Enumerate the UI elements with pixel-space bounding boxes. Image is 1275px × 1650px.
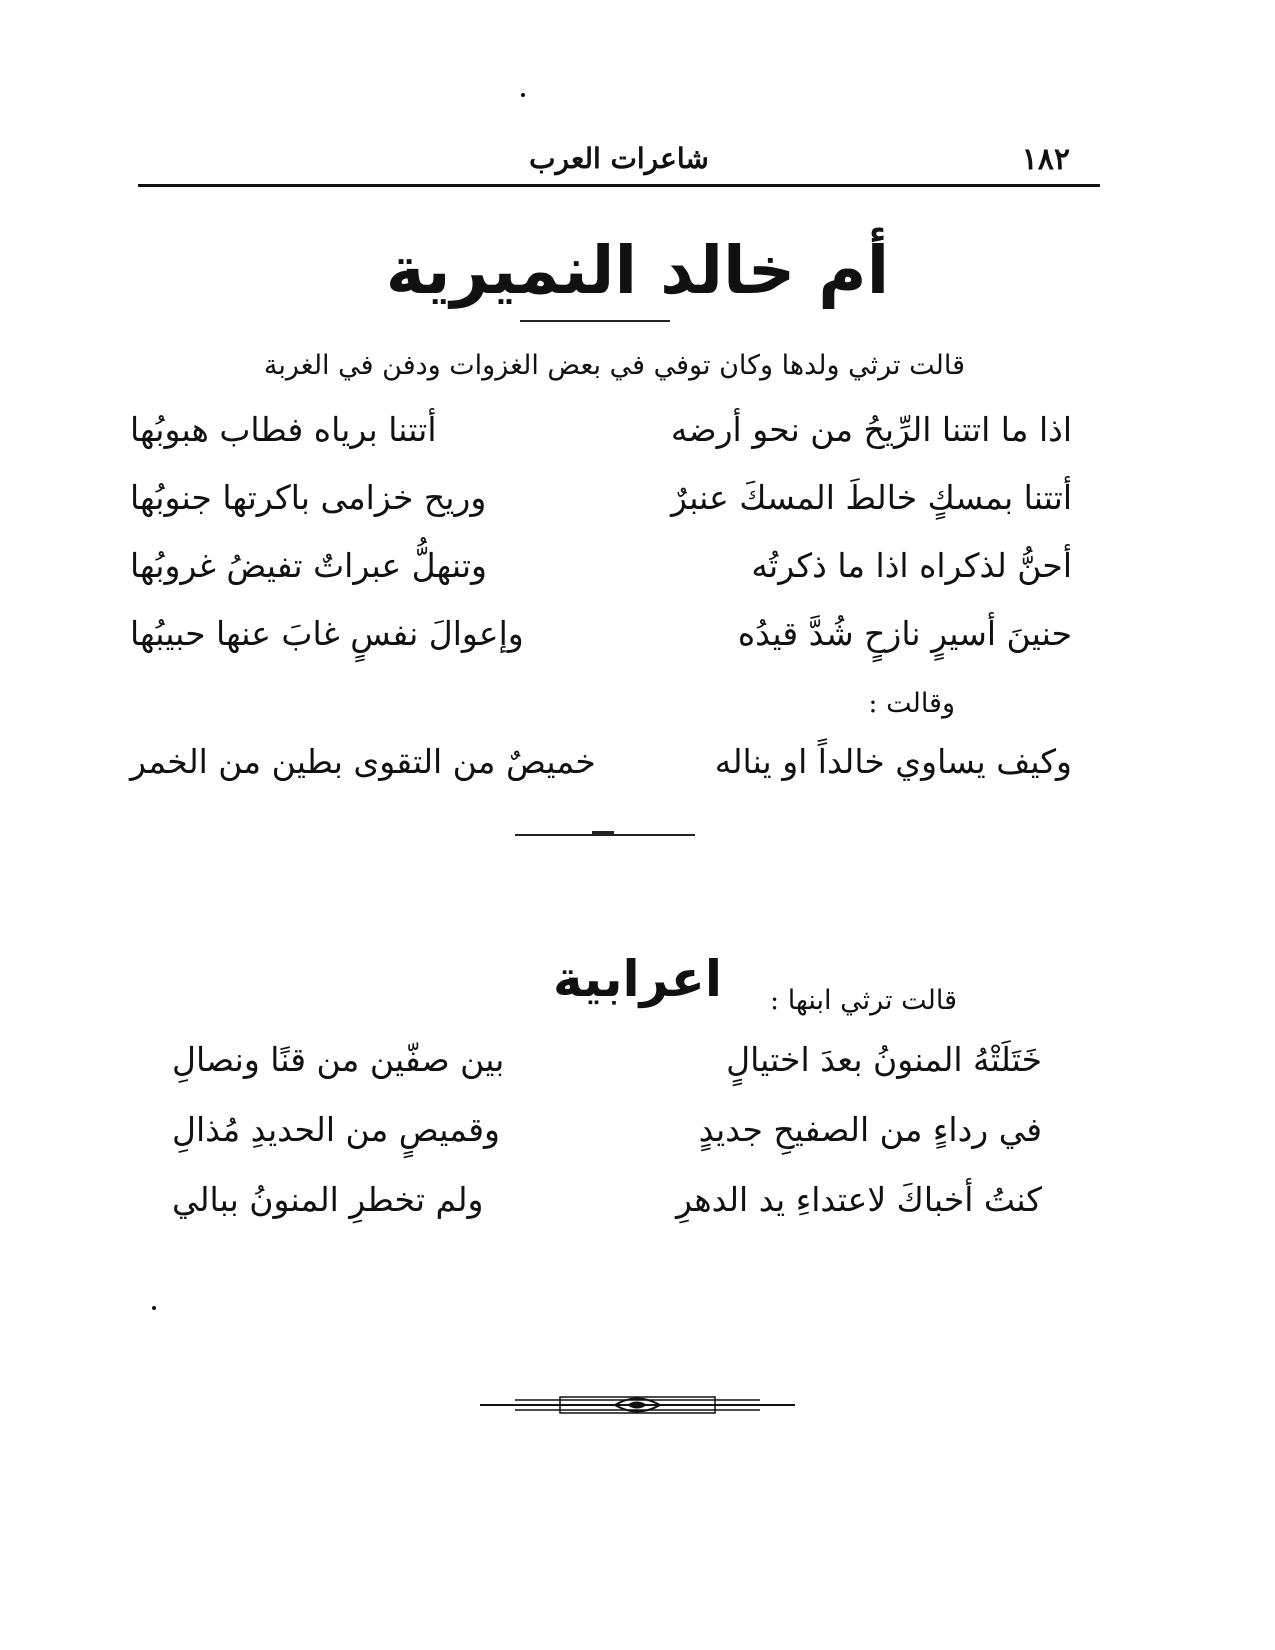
verse-first-hemistich: كنتُ أخباكَ لاعتداءِ يد الدهرِ [676,1180,1042,1219]
page-header [138,138,1100,187]
verse-second-hemistich: وريح خزامى باكرتها جنوبُها [130,478,487,517]
section-separator-mark [592,831,614,836]
title-separator [520,320,670,322]
verse-second-hemistich: وقميصٍ من الحديدِ مُذالِ [172,1110,500,1149]
verse-second-hemistich: بين صفّين من قنًا ونصالِ [172,1040,505,1079]
verse-first-hemistich: في رداءٍ من الصفيحِ جديدٍ [698,1110,1042,1149]
verse-line [130,546,1072,602]
verse-second-hemistich: خميصٌ من التقوى بطين من الخمر [130,742,596,781]
poem-title-1: أم خالد النميرية [385,232,890,309]
scan-speck [521,93,525,97]
ornament-divider [475,1392,800,1418]
verse-line [172,1040,1042,1096]
verse-first-hemistich: وكيف يساوي خالداً او يناله [714,742,1072,781]
verse-first-hemistich: اذا ما اتتنا الرِّيحُ من نحو أرضه [670,410,1072,449]
verse-second-hemistich: وتنهلُّ عبراتٌ تفيضُ غروبُها [130,546,487,585]
verse-line [172,1180,1042,1236]
verse-second-hemistich: أتتنا برياه فطاب هبوبُها [130,410,437,449]
verse-second-hemistich: وإعوالَ نفسٍ غابَ عنها حبيبُها [130,614,524,653]
verse-second-hemistich: ولم تخطرِ المنونُ ببالي [172,1180,484,1219]
poem-intro-1: قالت ترثي ولدها وكان توفي في بعض الغزوات ودفن في الغربة [263,350,965,381]
running-title: شاعرات العرب [529,142,709,175]
page-number: ١٨٢ [1021,142,1070,177]
verse-line [130,614,1072,670]
scan-speck [152,1306,156,1310]
verse-line [172,1110,1042,1166]
poem-intro-1b: وقالت : [868,688,955,719]
verse-first-hemistich: أتتنا بمسكٍ خالطَ المسكَ عنبرٌ [671,478,1072,517]
verse-first-hemistich: حنينَ أسيرٍ نازحٍ شُدَّ قيدُه [737,614,1072,653]
verse-first-hemistich: خَتَلَتْهُ المنونُ بعدَ اختيالٍ [726,1040,1042,1079]
verse-first-hemistich: أحنُّ لذكراه اذا ما ذكرتُه [751,546,1072,585]
verse-line [130,742,1072,798]
poem-title-2: اعرابية [552,950,723,1008]
verse-line [130,410,1072,466]
verse-line [130,478,1072,534]
poem-intro-2: قالت ترثي ابنها : [770,985,957,1016]
